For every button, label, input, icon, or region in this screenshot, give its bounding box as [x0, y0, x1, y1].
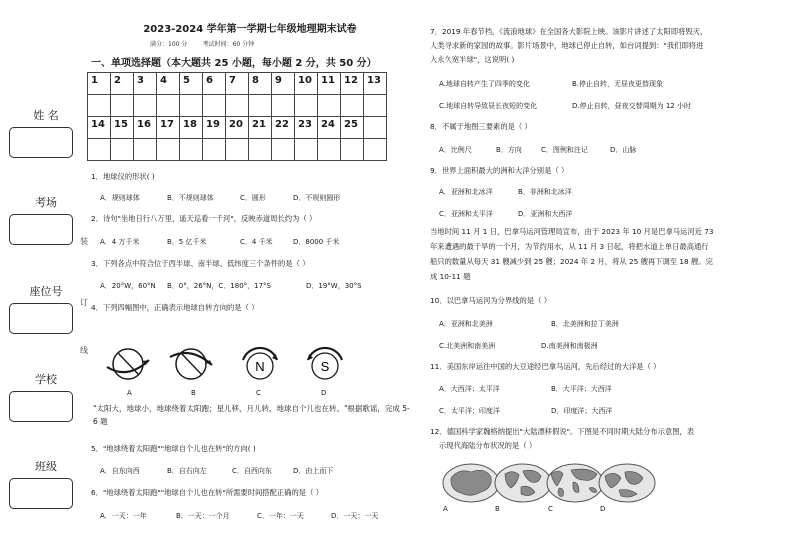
q7-option-d[interactable]: D.停止自转，昼夜交替周期为 12 小时: [572, 102, 691, 110]
grid-cell-header: 3: [134, 73, 157, 95]
grid-cell-header: 24: [318, 117, 341, 139]
q11-option-d[interactable]: D．印度洋；大西洋: [551, 407, 613, 415]
q4-diagram-c[interactable]: [236, 340, 284, 388]
answer-cell[interactable]: [272, 95, 295, 117]
answer-cell[interactable]: [364, 139, 387, 161]
q8-option-a[interactable]: A．比例尺: [439, 146, 472, 154]
answer-cell[interactable]: [272, 139, 295, 161]
answer-cell[interactable]: [111, 95, 134, 117]
answer-grid-row: [88, 117, 387, 139]
q1-option-d[interactable]: D．不规则圆形: [293, 194, 341, 202]
grid-cell-header: 1: [88, 73, 111, 95]
question-4: 4．下列四幅图中，正确表示地球自转方向的是（ ）: [91, 303, 259, 312]
grid-cell-header: 2: [111, 73, 134, 95]
grid-cell-header: 11: [318, 73, 341, 95]
q10-option-b[interactable]: B．北美洲和拉丁美洲: [551, 320, 619, 328]
name-input-box[interactable]: [9, 127, 73, 158]
question-11: 11．美国东岸运往中国的大豆途经巴拿马运河，先后经过的大洋是（ ）: [430, 362, 661, 371]
answer-grid-row: [88, 95, 387, 117]
q10-option-a[interactable]: A．亚洲和北美洲: [439, 320, 493, 328]
question-5: 5．"地球绕着太阳跑""地球自个儿也在转"的方向( ): [91, 444, 256, 453]
exam-room-input-box[interactable]: [9, 214, 73, 245]
grid-cell-header: 25: [341, 117, 364, 139]
q2-option-a[interactable]: A．4 万千米: [100, 238, 140, 246]
q5-option-a[interactable]: A．自东向西: [100, 467, 140, 475]
q12-map-d[interactable]: [597, 462, 657, 504]
q4-letter-n: N: [255, 359, 265, 374]
answer-cell[interactable]: [157, 139, 180, 161]
q12-label-c: C: [548, 505, 553, 513]
grid-cell-header: 15: [111, 117, 134, 139]
answer-cell[interactable]: [249, 95, 272, 117]
q9-option-d[interactable]: D．亚洲和大西洋: [518, 210, 573, 218]
label-exam-room: 考场: [35, 196, 57, 209]
grid-cell-header: 18: [180, 117, 203, 139]
answer-cell[interactable]: [134, 139, 157, 161]
q4-letter-s: S: [320, 359, 330, 374]
binding-mark-1: 装: [80, 237, 88, 246]
question-9: 9．世界上面积最大的洲和大洋分别是（ ）: [430, 166, 569, 175]
q8-option-b[interactable]: B．方向: [496, 146, 522, 154]
question-12-line-1: 12．德国科学家魏格纳提出"大陆漂移假说"。下图是不同时期大陆分布示意图，表: [430, 427, 695, 436]
answer-cell[interactable]: [249, 139, 272, 161]
question-1: 1．地球仪的形状( ): [91, 172, 155, 181]
q4-label-c: C: [256, 389, 261, 397]
q9-option-c[interactable]: C．亚洲和太平洋: [439, 210, 493, 218]
answer-cell[interactable]: [180, 95, 203, 117]
exam-title: 2023-2024 学年第一学期七年级地理期末试卷: [143, 24, 357, 35]
q12-map-b[interactable]: [493, 462, 553, 504]
q5-option-d[interactable]: D．由上而下: [293, 467, 334, 475]
grid-cell-header: 13: [364, 73, 387, 95]
q4-diagram-d[interactable]: [301, 340, 349, 388]
q2-option-d[interactable]: D．8000 千米: [293, 238, 340, 246]
q2-option-b[interactable]: B．5 亿千米: [167, 238, 207, 246]
grid-cell-header: 20: [226, 117, 249, 139]
grid-cell-header: 12: [341, 73, 364, 95]
q5-option-c[interactable]: C．自西向东: [232, 467, 272, 475]
q5-option-b[interactable]: B．自右向左: [167, 467, 207, 475]
q12-label-d: D: [600, 505, 606, 513]
answer-grid: [87, 72, 387, 161]
q6-option-a[interactable]: A．一天：一年: [100, 512, 147, 520]
question-7-line-1: 7．2019 年春节档，《流浪地球》在全国各大影院上映。该影片讲述了太阳即将毁灭，: [430, 27, 708, 36]
question-2: 2．诗句"坐地日行八万里，遥天巡看一千河"，反映赤道周长约为（ ）: [91, 214, 317, 223]
label-name: 姓 名: [33, 109, 59, 122]
q1-option-c[interactable]: C．圆形: [240, 194, 266, 202]
answer-grid-row: [88, 139, 387, 161]
q4-label-d: D: [321, 389, 327, 397]
grid-cell-header: 8: [249, 73, 272, 95]
binding-mark-3: 线: [80, 346, 88, 355]
q1-option-b[interactable]: B．不规则球体: [167, 194, 214, 202]
grid-cell-header: 7: [226, 73, 249, 95]
q12-map-a[interactable]: [441, 462, 501, 504]
q8-option-c[interactable]: C．图例和注记: [541, 146, 588, 154]
q12-label-b: B: [495, 505, 500, 513]
q7-option-b[interactable]: B.停止自转，无昼夜更替现象: [572, 80, 664, 88]
question-10: 10．以巴拿马运河为分界线的是（ ）: [430, 296, 552, 305]
question-3: 3．下列各点中符合位于西半球、南半球、低纬度三个条件的是（ ）: [91, 259, 310, 268]
question-7-line-2: 人类寻求新的家园的故事。影片场景中，地球已停止自转，如台词提到："我们即将进: [430, 41, 704, 50]
q4-diagram-a[interactable]: [104, 340, 156, 388]
exam-meta: 满分：100 分 考试时间：60 分钟: [150, 41, 255, 48]
grid-cell-header: 21: [249, 117, 272, 139]
q7-option-a[interactable]: A.地球自转产生了四季的变化: [439, 80, 530, 88]
passage-10-11-line-4: 成 10-11 题: [430, 272, 471, 281]
grid-cell-header: 23: [295, 117, 318, 139]
q3-option-d[interactable]: D．19°W，30°S: [306, 282, 362, 290]
q4-label-a: A: [127, 389, 132, 397]
label-class: 班级: [35, 460, 57, 473]
q12-map-c[interactable]: [545, 462, 605, 504]
q1-option-a[interactable]: A．规则球体: [100, 194, 140, 202]
grid-cell-header: 14: [88, 117, 111, 139]
label-school: 学校: [35, 373, 57, 386]
answer-cell[interactable]: [295, 139, 318, 161]
answer-cell[interactable]: [180, 139, 203, 161]
answer-cell[interactable]: [203, 95, 226, 117]
section-heading: 一、单项选择题（本大题共 25 小题，每小题 2 分，共 50 分）: [91, 58, 377, 69]
answer-cell[interactable]: [88, 95, 111, 117]
answer-cell[interactable]: [157, 95, 180, 117]
q10-option-c[interactable]: C.北美洲和南美洲: [439, 342, 496, 350]
answer-cell[interactable]: [318, 95, 341, 117]
q12-label-a: A: [443, 505, 448, 513]
q4-diagram-b[interactable]: [167, 340, 219, 388]
grid-cell-header: [364, 117, 387, 139]
grid-cell-header: 9: [272, 73, 295, 95]
q9-option-a[interactable]: A．亚洲和北冰洋: [439, 188, 493, 196]
answer-grid-row: [88, 73, 387, 95]
q9-option-b[interactable]: B．非洲和北冰洋: [518, 188, 572, 196]
q7-option-c[interactable]: C.地球自转导致昼长夜短的变化: [439, 102, 538, 110]
question-6: 6．"地球绕着太阳跑""地球自个儿也在转"所需要时间搭配正确的是（ ）: [91, 488, 323, 497]
q4-label-b: B: [191, 389, 196, 397]
q3-option-a[interactable]: A．20°W，60°N: [100, 282, 156, 290]
binding-mark-2: 订: [80, 298, 88, 307]
grid-cell-header: 19: [203, 117, 226, 139]
answer-cell[interactable]: [203, 139, 226, 161]
grid-cell-header: 10: [295, 73, 318, 95]
q6-option-c[interactable]: C．一年：一天: [257, 512, 304, 520]
question-7-line-3: 入永久宽半球"，这说明( ): [430, 55, 515, 64]
answer-cell[interactable]: [88, 139, 111, 161]
answer-cell[interactable]: [318, 139, 341, 161]
q6-option-d[interactable]: D．一天：一天: [331, 512, 379, 520]
grid-cell-header: 6: [203, 73, 226, 95]
question-8: 8．不属于地图三要素的是（ ）: [430, 122, 532, 131]
class-input-box[interactable]: [9, 478, 73, 509]
grid-cell-header: 5: [180, 73, 203, 95]
q2-option-c[interactable]: C．4 千米: [240, 238, 273, 246]
passage-10-11-line-1: 当地时间 11 月 1 日，巴拿马运河管理局宣布，由于 2023 年 10 月是巴拿马运河近 73: [430, 227, 714, 236]
q11-option-b[interactable]: B．大平洋；大西洋: [551, 385, 612, 393]
label-seat-number: 座位号: [29, 285, 63, 298]
answer-cell[interactable]: [226, 95, 249, 117]
passage-10-11-line-2: 年来遭遇的最干旱的一个月，为节约用水，从 11 月 3 日起，将把水道上单日最高通行: [430, 242, 709, 251]
school-input-box[interactable]: [9, 391, 73, 422]
grid-cell-header: 16: [134, 117, 157, 139]
seat-number-input-box[interactable]: [9, 303, 73, 334]
answer-cell[interactable]: [134, 95, 157, 117]
answer-cell[interactable]: [341, 139, 364, 161]
answer-cell[interactable]: [341, 95, 364, 117]
answer-cell[interactable]: [226, 139, 249, 161]
q11-option-a[interactable]: A．大西洋；太平洋: [439, 385, 500, 393]
question-12-line-2: 示现代海陆分布状况的是（ ）: [439, 441, 537, 450]
grid-cell-header: 17: [157, 117, 180, 139]
q6-option-b[interactable]: B．一天：一个月: [176, 512, 230, 520]
q3-option-bc[interactable]: B．0°，26°N，C．180°，17°S: [167, 282, 271, 290]
answer-cell[interactable]: [295, 95, 318, 117]
answer-cell[interactable]: [111, 139, 134, 161]
grid-cell-header: 4: [157, 73, 180, 95]
q10-option-d[interactable]: D.南美洲和南极洲: [541, 342, 598, 350]
q8-option-d[interactable]: D．山脉: [610, 146, 637, 154]
passage-5-6: "太阳大，地球小，地球绕着太阳跑；星儿移，月儿转，地球自个儿也在转。"根据歌谣，完成 5-6 题: [93, 404, 410, 426]
answer-cell[interactable]: [364, 95, 387, 117]
q11-option-c[interactable]: C．太平洋；印度洋: [439, 407, 500, 415]
grid-cell-header: 22: [272, 117, 295, 139]
passage-10-11-line-3: 船只的数量从每天 31 艘减少到 25 艘；2024 年 2 月，将从 25 艘再下调至 18 艘。完: [430, 257, 713, 266]
